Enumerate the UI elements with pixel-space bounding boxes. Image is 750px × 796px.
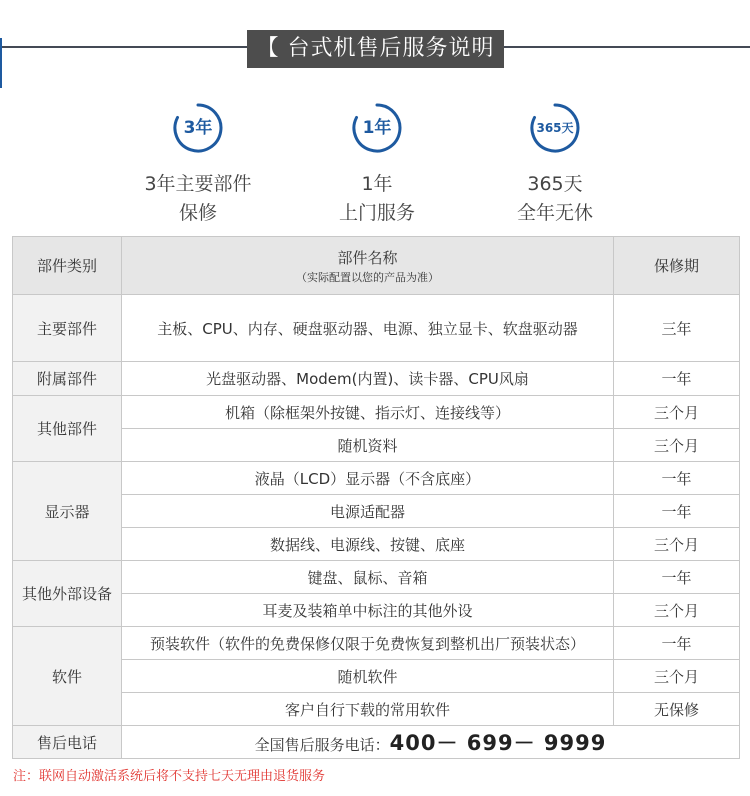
part-name-cell: 数据线、电源线、按键、底座: [122, 528, 614, 561]
badge-text: 3年: [183, 118, 213, 138]
warranty-table: [12, 236, 740, 759]
period-cell: 一年: [614, 561, 740, 594]
feature-line2: 上门服务: [338, 202, 415, 224]
left-accent-bar: [0, 38, 2, 88]
phone-cell: [122, 726, 740, 759]
feature-line1: 365天: [527, 173, 583, 195]
period-cell: 无保修: [614, 693, 740, 726]
header-period: 保修期: [614, 237, 740, 295]
table-row: [13, 594, 740, 627]
part-name-cell: 光盘驱动器、Modem(内置)、读卡器、CPU风扇: [122, 362, 614, 396]
page-title: 【 台式机售后服务说明 】: [247, 30, 504, 68]
table-row: [13, 660, 740, 693]
period-cell: 三个月: [614, 660, 740, 693]
part-name-cell: 耳麦及装箱单中标注的其他外设: [122, 594, 614, 627]
circle-badge-icon: [529, 102, 581, 154]
category-cell: 售后电话: [13, 726, 122, 759]
feature-line1: 1年: [361, 173, 393, 195]
part-name-cell: 随机软件: [122, 660, 614, 693]
table-row: [13, 693, 740, 726]
part-name-cell: 随机资料: [122, 429, 614, 462]
feature-all-year: [465, 102, 645, 228]
phone-label: 全国售后服务电话：: [254, 736, 390, 754]
category-cell: 其他外部设备: [13, 561, 122, 627]
table-row: [13, 295, 740, 362]
period-cell: 一年: [614, 627, 740, 660]
table-row: [13, 362, 740, 396]
part-name-cell: 预装软件（软件的免费保修仅限于免费恢复到整机出厂预装状态）: [122, 627, 614, 660]
circle-badge-icon: [172, 102, 224, 154]
part-name-cell: 键盘、鼠标、音箱: [122, 561, 614, 594]
period-cell: 三个月: [614, 594, 740, 627]
period-cell: 三年: [614, 295, 740, 362]
phone-row: [13, 726, 740, 759]
part-name-cell: 电源适配器: [122, 495, 614, 528]
table-row: [13, 561, 740, 594]
feature-line2: 保修: [178, 202, 217, 224]
period-cell: 一年: [614, 462, 740, 495]
footnote: 注：联网自动激活系统后将不支持七天无理由退货服务: [13, 769, 326, 784]
feature-onsite-service: [287, 102, 467, 228]
category-cell: 附属部件: [13, 362, 122, 396]
header-part-name: [122, 237, 614, 295]
period-cell: 一年: [614, 362, 740, 396]
category-cell: 主要部件: [13, 295, 122, 362]
table-row: [13, 462, 740, 495]
period-cell: 三个月: [614, 396, 740, 429]
feature-line2: 全年无休: [516, 202, 593, 224]
header-name-text: 部件名称: [337, 248, 398, 267]
table-row: [13, 429, 740, 462]
part-name-cell: 主板、CPU、内存、硬盘驱动器、电源、独立显卡、软盘驱动器: [122, 295, 614, 362]
service-highlights: [0, 102, 750, 227]
part-name-cell: 液晶（LCD）显示器（不含底座）: [122, 462, 614, 495]
table-header-row: [13, 237, 740, 295]
header-name-note: （实际配置以您的产品为准）: [296, 270, 439, 284]
table-row: [13, 396, 740, 429]
period-cell: 三个月: [614, 429, 740, 462]
table-row: [13, 528, 740, 561]
circle-badge-icon: [351, 102, 403, 154]
category-cell: 软件: [13, 627, 122, 726]
feature-parts-warranty: [108, 102, 288, 228]
header-category: 部件类别: [13, 237, 122, 295]
period-cell: 一年: [614, 495, 740, 528]
category-cell: 其他部件: [13, 396, 122, 462]
badge-text: 1年: [362, 118, 392, 138]
feature-line1: 3年主要部件: [144, 173, 252, 195]
phone-number: 400－ 699－ 9999: [389, 731, 607, 755]
part-name-cell: 客户自行下载的常用软件: [122, 693, 614, 726]
period-cell: 三个月: [614, 528, 740, 561]
part-name-cell: 机箱（除框架外按键、指示灯、连接线等）: [122, 396, 614, 429]
category-cell: 显示器: [13, 462, 122, 561]
table-row: [13, 627, 740, 660]
badge-text: 365天: [536, 121, 574, 135]
table-row: [13, 495, 740, 528]
